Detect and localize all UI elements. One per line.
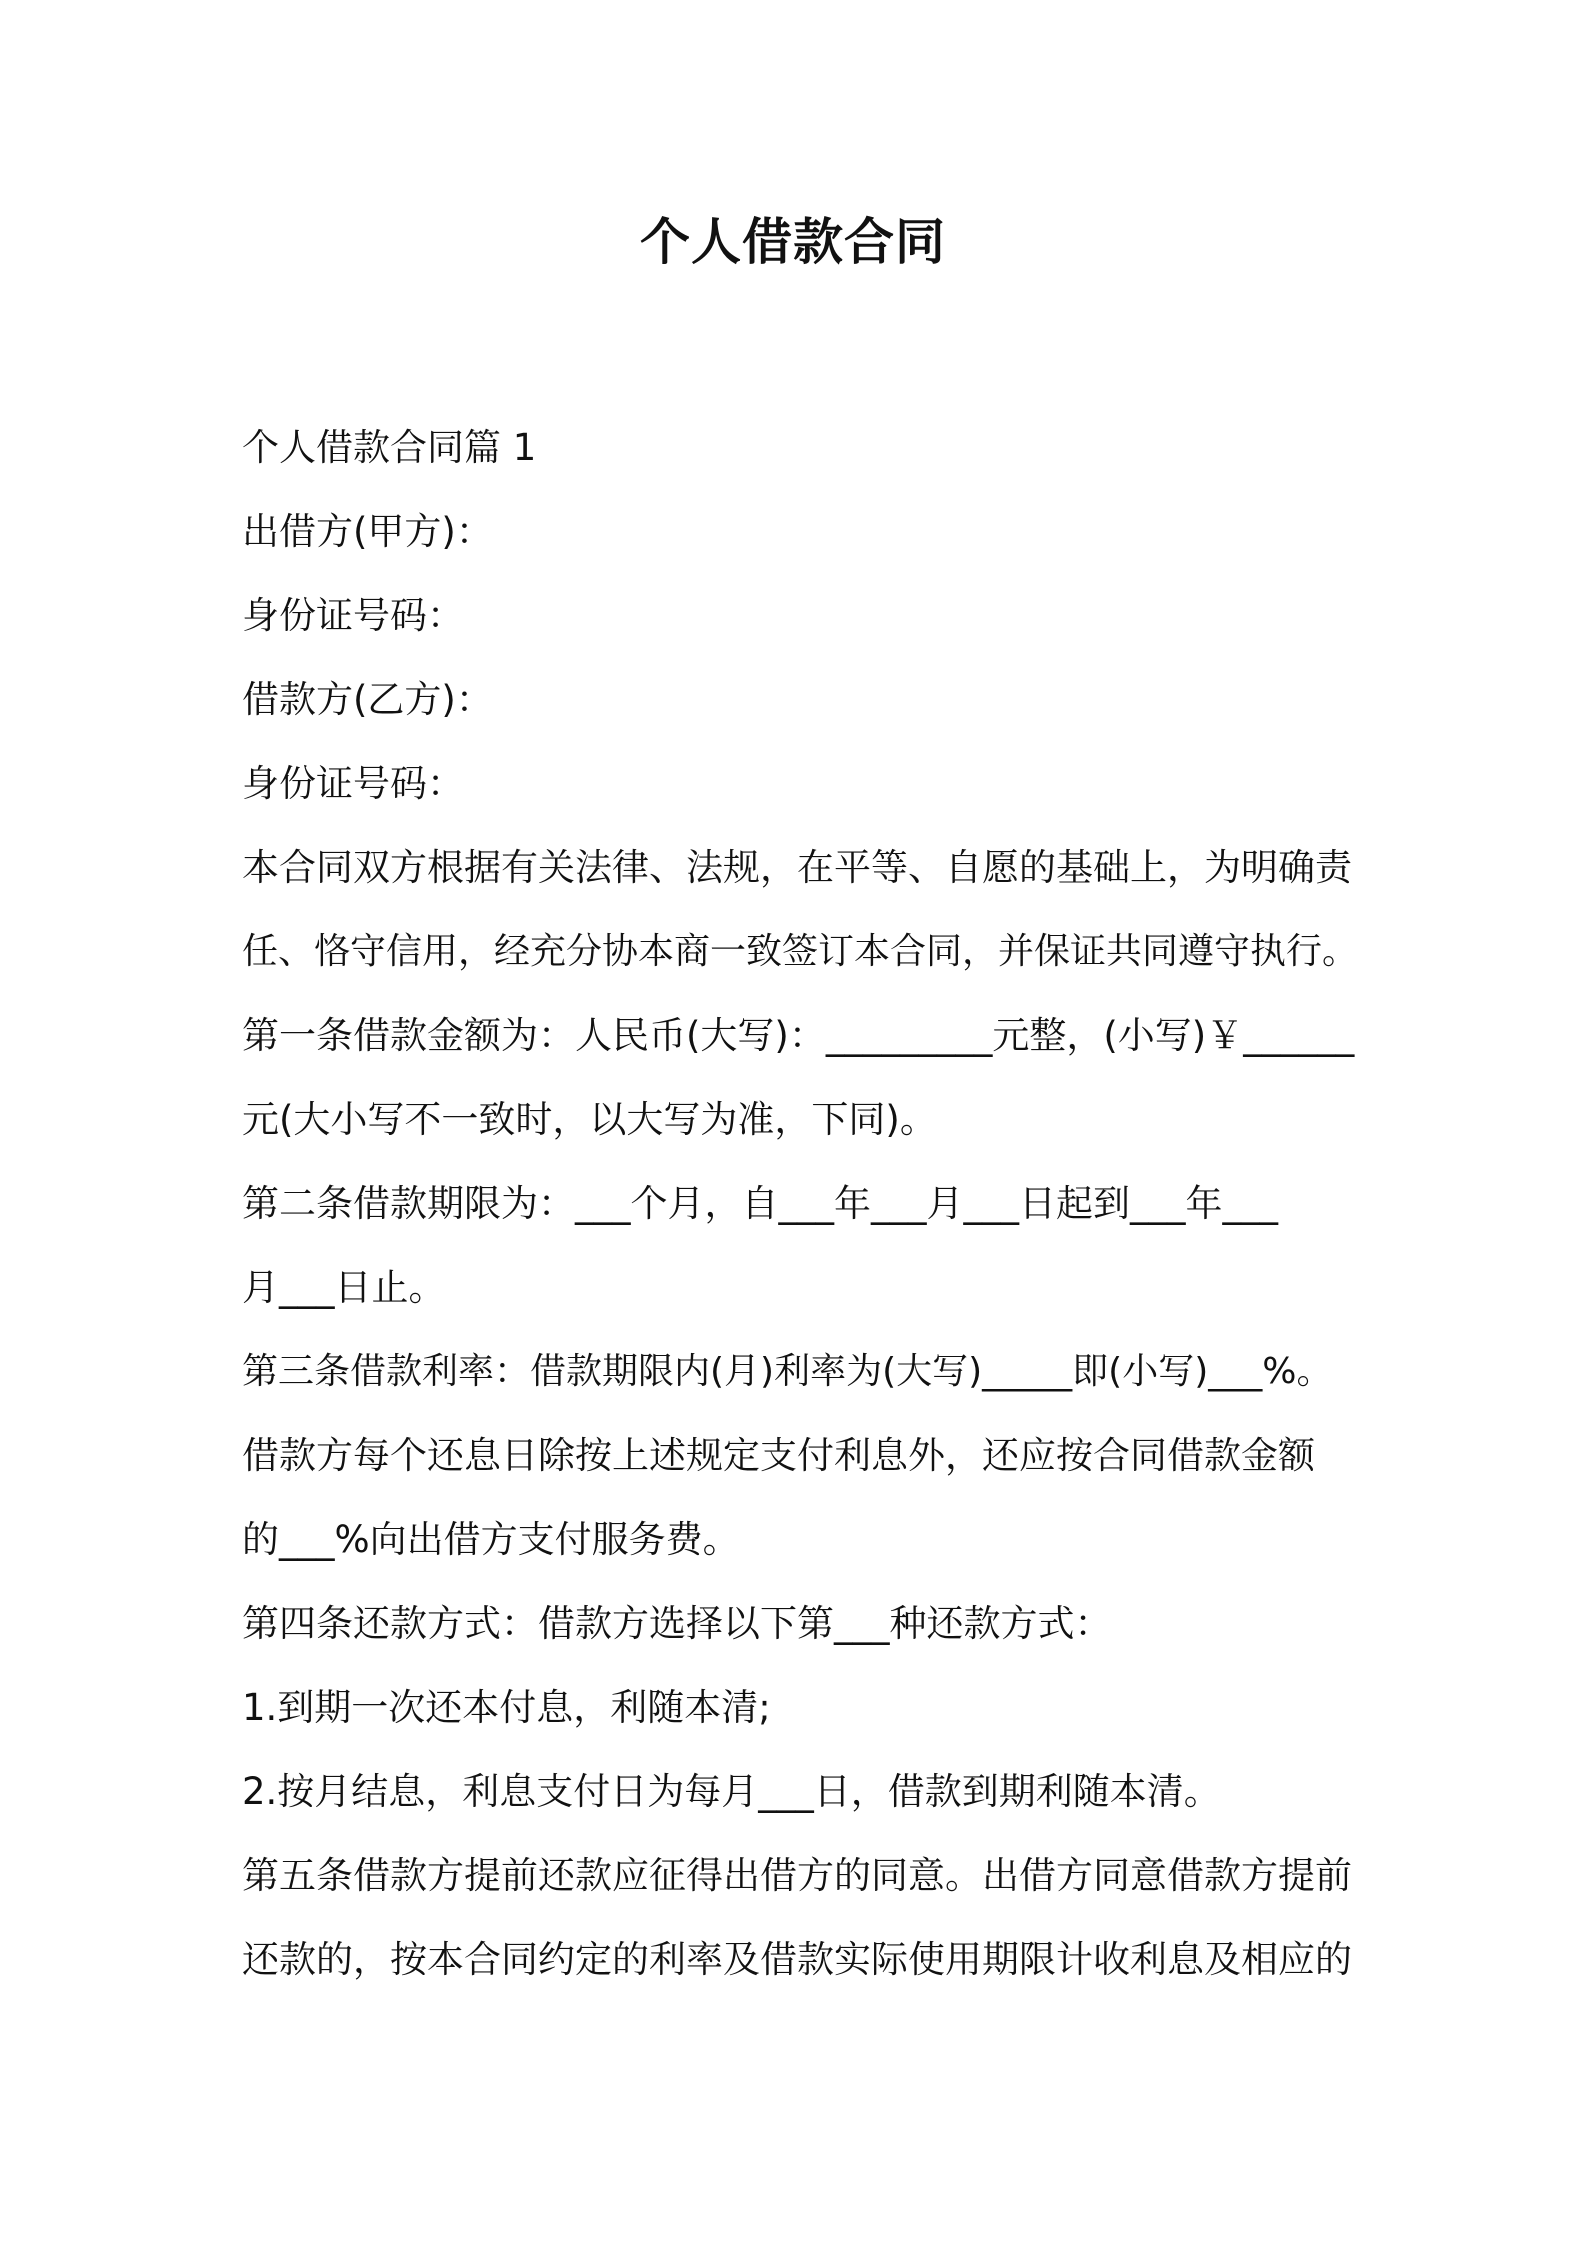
borrower-field: 借款方(乙方)： — [242, 678, 493, 721]
document-title: 个人借款合同 — [640, 213, 946, 271]
article-2-line: 月___日止。 — [242, 1266, 446, 1309]
lender-id-field: 身份证号码： — [242, 594, 464, 637]
article-1-line: 第一条借款金额为：人民币(大写)：_________元整，(小写)￥______ — [242, 1014, 1355, 1057]
article-1-line: 元(大小写不一致时，以大写为准，下同)。 — [242, 1098, 937, 1141]
document-body — [242, 406, 1362, 2002]
article-5-line: 还款的，按本合同约定的利率及借款实际使用期限计收利息及相应的 — [242, 1938, 1352, 1981]
repayment-option-1: 1.到期一次还本付息，利随本清; — [242, 1686, 771, 1729]
article-3-line: 借款方每个还息日除按上述规定支付利息外，还应按合同借款金额 — [242, 1434, 1315, 1477]
section-heading: 个人借款合同篇 1 — [242, 426, 537, 469]
article-4-line: 第四条还款方式：借款方选择以下第___种还款方式： — [242, 1602, 1112, 1645]
article-2-line: 第二条借款期限为：___个月，自___年___月___日起到___年___ — [242, 1182, 1278, 1225]
article-5-line: 第五条借款方提前还款应征得出借方的同意。出借方同意借款方提前 — [242, 1854, 1352, 1897]
preamble-line: 本合同双方根据有关法律、法规，在平等、自愿的基础上，为明确责 — [242, 846, 1352, 889]
article-3-line: 第三条借款利率：借款期限内(月)利率为(大写)_____即(小写)___%。 — [242, 1351, 1333, 1392]
preamble-line: 任、恪守信用，经充分协本商一致签订本合同，并保证共同遵守执行。 — [242, 931, 1359, 972]
lender-field: 出借方(甲方)： — [242, 510, 493, 553]
borrower-id-field: 身份证号码： — [242, 762, 464, 805]
article-3-line: 的___%向出借方支付服务费。 — [242, 1518, 740, 1561]
repayment-option-2: 2.按月结息，利息支付日为每月___日，借款到期利随本清。 — [242, 1770, 1221, 1813]
